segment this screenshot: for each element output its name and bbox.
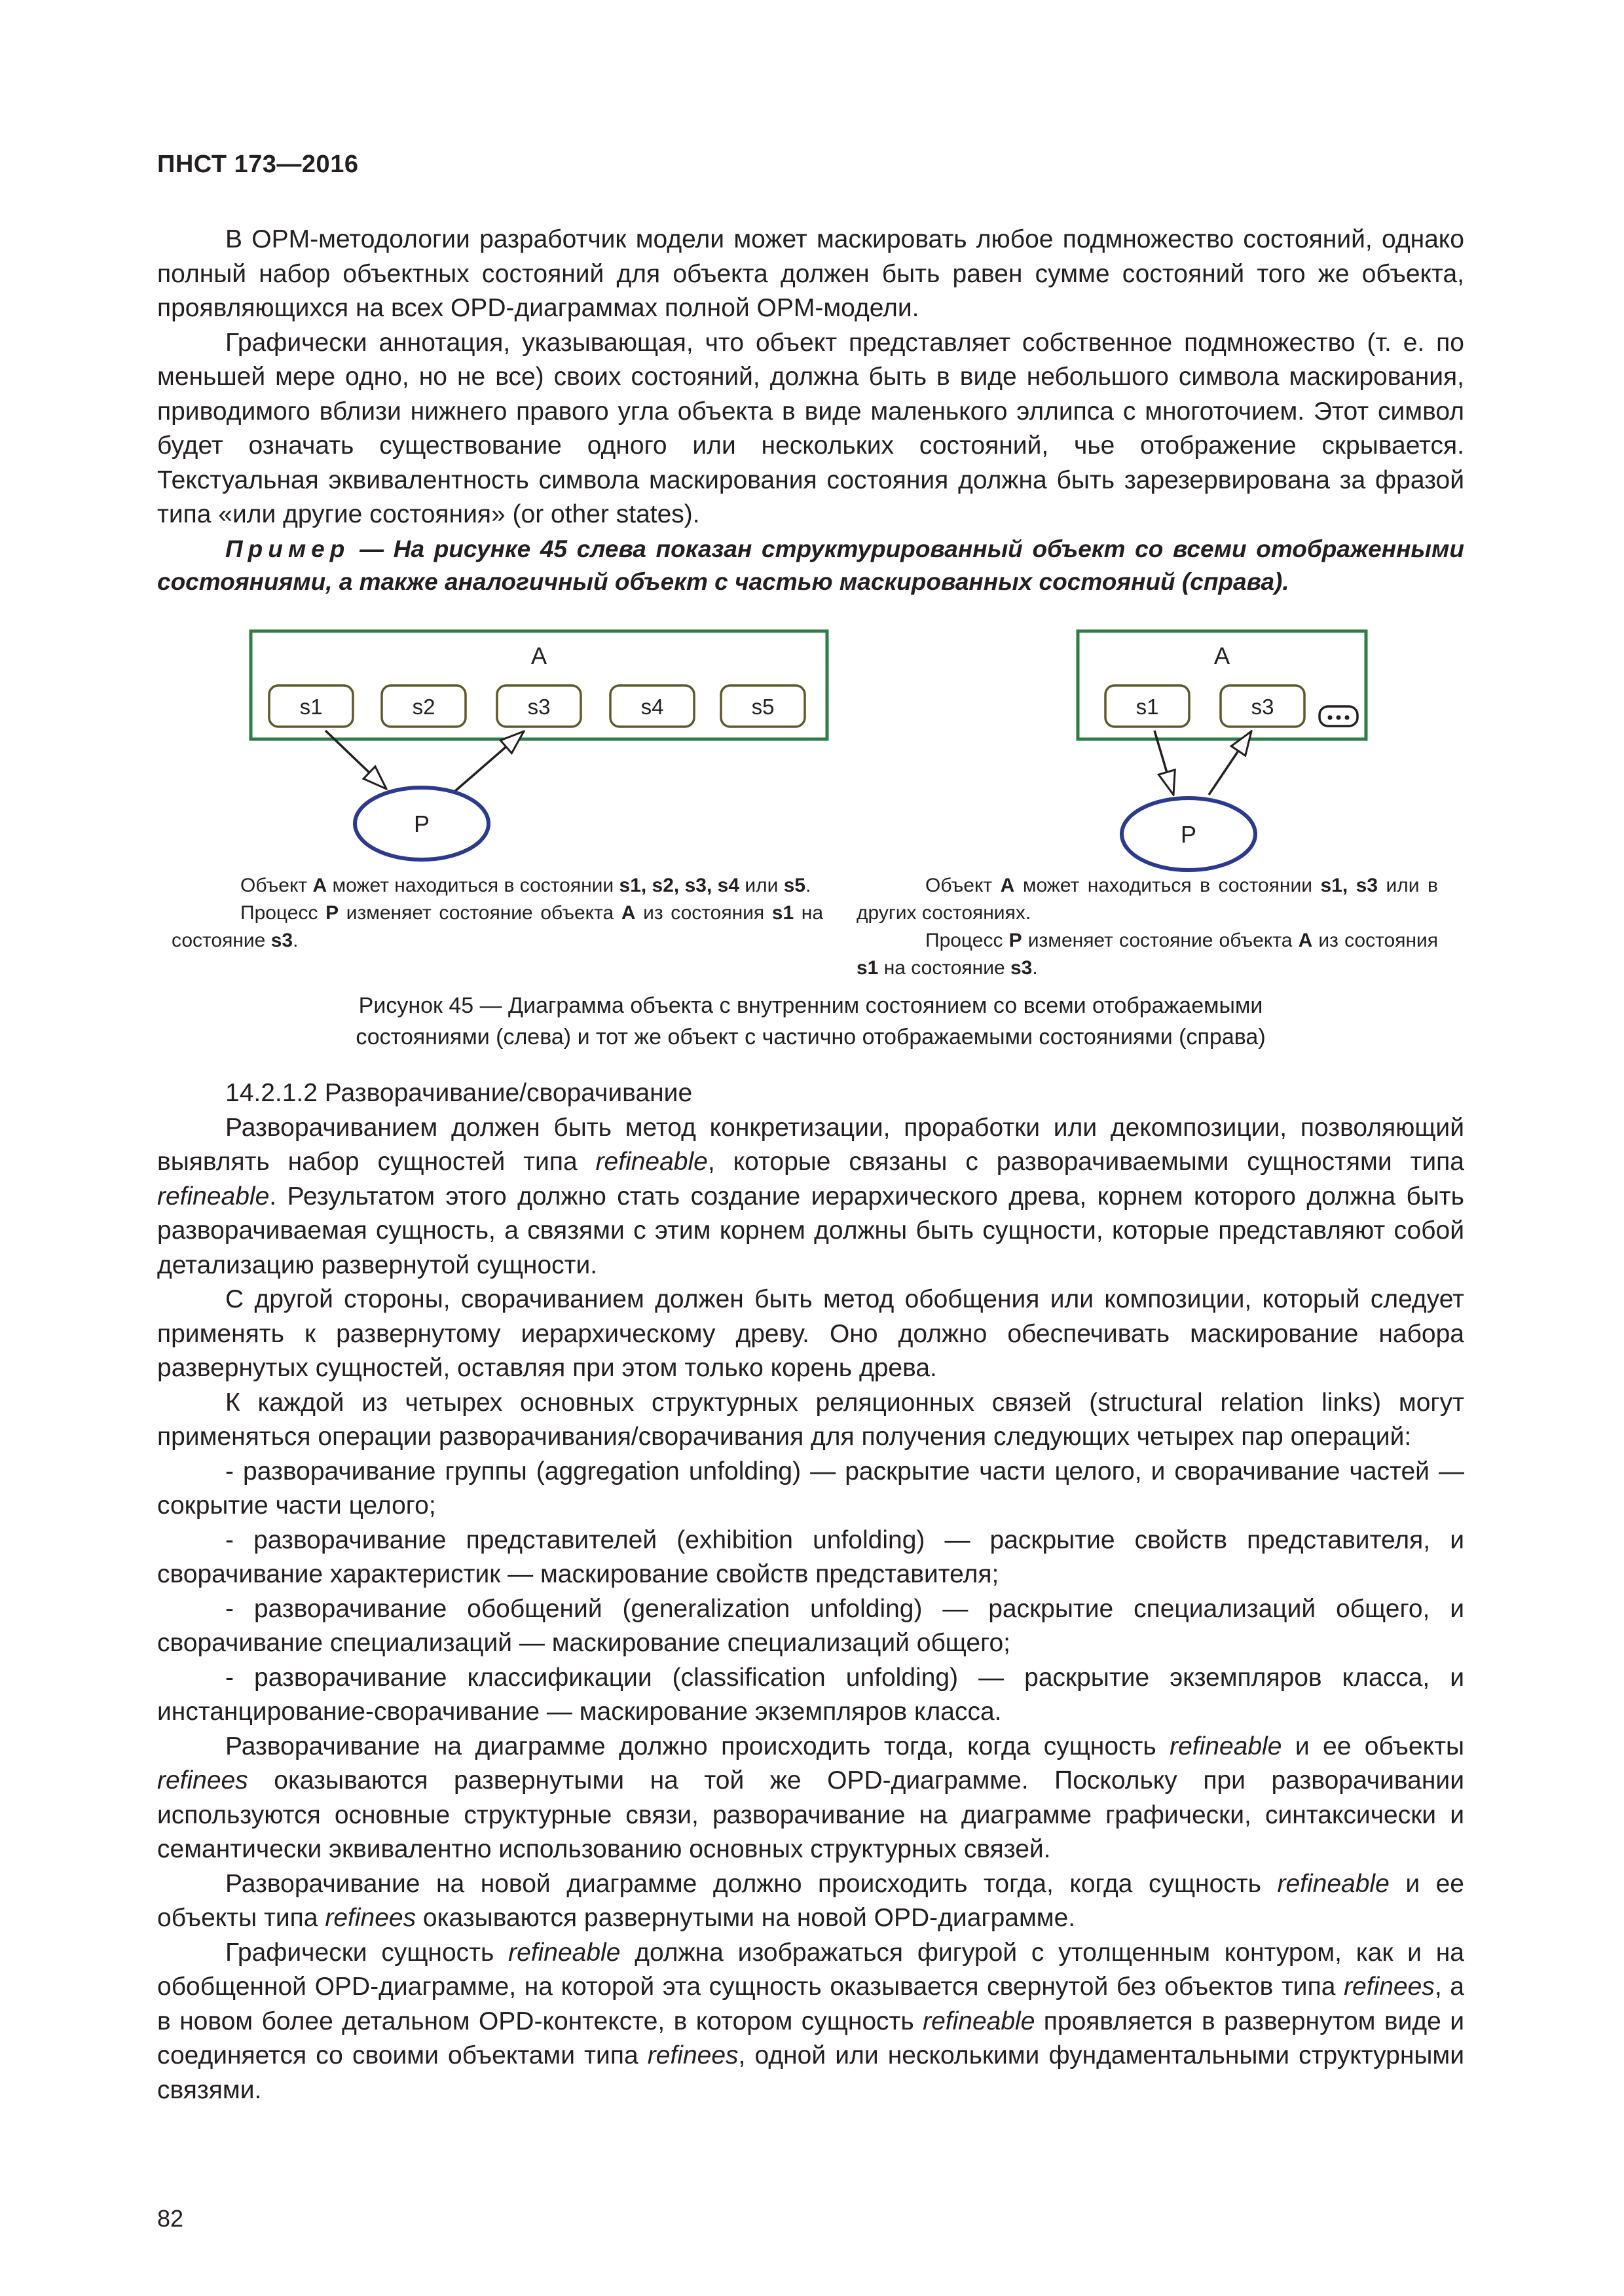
process-p-label-left: P xyxy=(413,811,430,837)
process-p-label-right: P xyxy=(1180,821,1197,848)
paragraph: Графически аннотация, указывающая, что объект представляет собственное подмножество (т. е. по меньшей мере одно, но не все) своих состояний, должна быть в виде небольшого символа маскирования, приводимого вблизи нижнего правого угла объекта в виде маленького эллипса с многоточием. Этот символ будет означать существование одного или нескольких состояний, чье отображение скрывается. Текстуальная эквивалентность символа маскирования состояния должна быть зарезервирована за фразой типа «или другие состояния» (or other states). xyxy=(157,328,1464,528)
paragraph: Графически сущность refineable должна изображаться фигурой с утолщенным контуром, как и на обобщенной OPD-диаграмме, на которой эта сущность оказывается свернутой без объектов типа refinees, а в новом более детальном OPD-контексте, в котором сущность refineable проявляется в развернутом виде и соединяется со своими объектами типа refinees, одной или несколькими фундаментальными структурными связями. xyxy=(157,1938,1464,2104)
state-s3-right xyxy=(1221,685,1304,727)
state-label: s3 xyxy=(527,695,551,719)
caption-line: Объект A может находиться в состоянии s1, s2, s3, s4 или s5. xyxy=(240,875,811,896)
object-a-label-right: A xyxy=(1213,642,1230,669)
result-link-p-to-s3-right xyxy=(1209,731,1251,795)
section-heading: 14.2.1.2 Разворачивание/сворачивание xyxy=(225,1079,693,1107)
paragraph: С другой стороны, сворачиванием должен быть метод обобщения или композиции, который следует применять к развернутому иерархическому древу. Оно должно обеспечивать маскирование набора развернутых сущностей, оставляя при этом только корень древа. xyxy=(157,1285,1464,1382)
caption-line: Процесс P изменяет состояние объекта A из состояния s1 на состояние s3. xyxy=(857,930,1439,979)
document-header: ПНСТ 173—2016 xyxy=(157,151,359,178)
caption-line: Объект A может находиться в состоянии s1, s3 или в других состояниях. xyxy=(857,875,1438,924)
right-figure-caption xyxy=(857,872,1438,982)
caption-line: Процесс P изменяет состояние объекта A из состояния s1 на состояние s3. xyxy=(172,902,824,951)
example-lead: Пример xyxy=(225,536,350,562)
state-label: s3 xyxy=(1251,695,1274,719)
paragraph: К каждой из четырех основных структурных реляционных связей (structural relation links) могут применяться операции разворачивания/сворачивания для получения следующих четырех пар операций: xyxy=(157,1388,1464,1451)
page-number: 82 xyxy=(157,2205,184,2232)
list-item: - разворачивание классификации (classification unfolding) — раскрытие экземпляров класса, и инстанцирование-сворачивание — маскирование экземпляров класса. xyxy=(157,1663,1464,1726)
state-label: s5 xyxy=(751,695,775,719)
paragraph: Разворачивание на новой диаграмме должно происходить тогда, когда сущность refineable и ее объекты типа refinees оказываются развернутыми на новой OPD-диаграмме. xyxy=(157,1869,1464,1932)
state-s4-left xyxy=(610,685,694,727)
state-s3-left xyxy=(497,685,581,727)
paragraph: Разворачиванием должен быть метод конкретизации, проработки или декомпозиции, позволяющий выявлять набор сущностей типа refineable, которые связаны с разворачиваемыми сущностями типа refineable. Результатом этого должно стать создание иерархического древа, корнем которого должна быть разворачиваемая сущность, а связями с этим корнем должны быть сущности, которые представляют собой детализацию развернутой сущности. xyxy=(157,1113,1464,1279)
state-ellipsis-icon xyxy=(1320,706,1357,726)
state-label: s4 xyxy=(640,695,664,719)
object-a-label-left: A xyxy=(530,642,547,669)
state-label: s1 xyxy=(1135,695,1159,719)
state-label: s2 xyxy=(412,695,435,719)
state-s1-left xyxy=(269,685,353,727)
example-text: — На рисунке 45 слева показан структурированный объект со всеми отображенными состояниями, а также аналогичный объект с частью маскированных состояний (справа). xyxy=(157,536,1465,595)
state-s1-right xyxy=(1105,685,1189,727)
state-s2-left xyxy=(382,685,466,727)
figure-caption xyxy=(157,990,1464,1053)
figure-caption-line: состояниями (слева) и тот же объект с частично отображаемыми состояниями (справа) xyxy=(356,1025,1266,1049)
list-item: - разворачивание обобщений (generalization unfolding) — раскрытие специализаций общего, и сворачивание специализаций — маскирование специализаций общего; xyxy=(157,1594,1464,1657)
state-label: s1 xyxy=(299,695,323,719)
figure-45-diagram xyxy=(0,0,1624,982)
state-s5-left xyxy=(721,685,805,727)
paragraph: Разворачивание на диаграмме должно происходить тогда, когда сущность refineable и ее объекты refinees оказываются развернутыми на той же OPD-диаграмме. Поскольку при разворачивании используются основные структурные связи, разворачивание на диаграмме графически, синтаксически и семантически эквивалентно использованию основных структурных связей. xyxy=(157,1732,1464,1863)
section-text xyxy=(157,1076,1464,2107)
paragraph: В OPM-методологии разработчик модели может маскировать любое подмножество состояний, однако полный набор объектных состояний для объекта должен быть равен сумме состояний того же объекта, проявляющихся на всех OPD-диаграммах полной OPM-модели. xyxy=(157,225,1464,322)
list-item: - разворачивание группы (aggregation unfolding) — раскрытие части целого, и сворачивание частей — сокрытие части целого; xyxy=(157,1457,1464,1520)
list-item: - разворачивание представителей (exhibition unfolding) — раскрытие свойств представителя, и сворачивание характеристик — маскирование свойств представителя; xyxy=(157,1525,1464,1588)
figure-caption-line: Рисунок 45 — Диаграмма объекта с внутренним состоянием со всеми отображаемыми xyxy=(358,993,1263,1018)
left-figure-caption xyxy=(172,872,823,955)
